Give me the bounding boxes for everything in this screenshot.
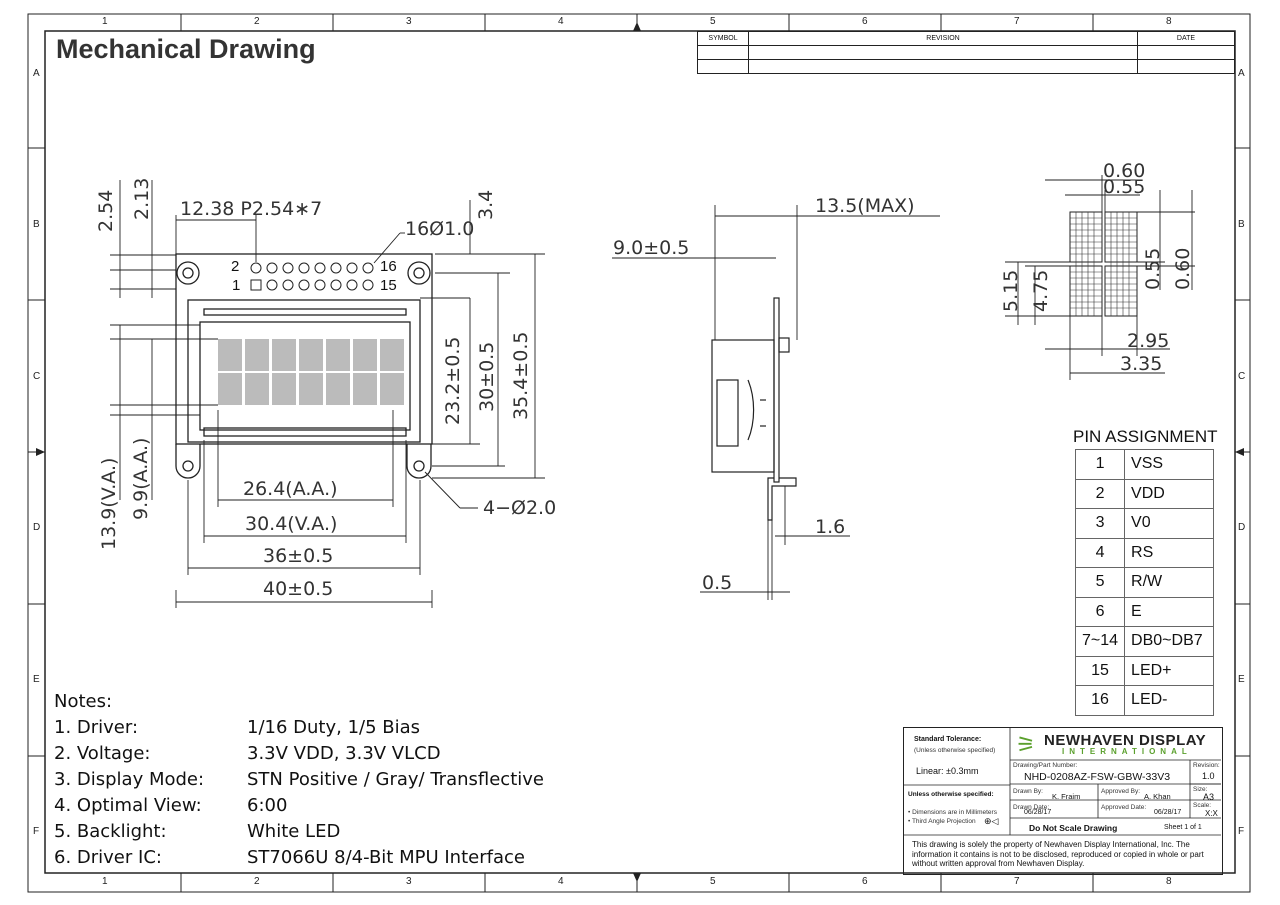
zone-row-e: E bbox=[33, 674, 40, 685]
dim-holes: 16Ø1.0 bbox=[405, 218, 475, 240]
dimensions-mm-note: • Dimensions are in Millimeters bbox=[908, 809, 997, 816]
note-value: ST7066U 8/4-Bit MPU Interface bbox=[247, 847, 525, 868]
approved-date-label: Approved Date: bbox=[1101, 804, 1147, 811]
note-key: 5. Backlight: bbox=[54, 821, 167, 842]
size-label: Size: bbox=[1193, 786, 1208, 793]
pin-signal: LED+ bbox=[1125, 656, 1214, 686]
zone-col-2: 2 bbox=[254, 16, 260, 27]
pin-row bbox=[1076, 450, 1214, 480]
zone-row-c: C bbox=[33, 371, 41, 382]
pin-signal: DB0~DB7 bbox=[1125, 627, 1214, 657]
pin-row bbox=[1076, 597, 1214, 627]
pin-number: 1 bbox=[1076, 450, 1125, 480]
size-value: A3 bbox=[1203, 792, 1215, 802]
dim-3-4: 3.4 bbox=[475, 189, 497, 220]
side-view-outline bbox=[712, 298, 796, 520]
revision-symbol-header: SYMBOL bbox=[698, 32, 749, 46]
dim-9-0: 9.0±0.5 bbox=[613, 237, 690, 259]
dim-body-width: 36±0.5 bbox=[263, 545, 334, 567]
pin-number: 2 bbox=[1076, 479, 1125, 509]
pin-label-1: 1 bbox=[232, 277, 241, 294]
disclaimer: This drawing is solely the property of Newhaven Display International, Inc. The information it contains is not to be disclosed, reproduced or copied in whole or part without written approval from Newhaven Display. bbox=[912, 840, 1204, 868]
pin-label-16: 16 bbox=[380, 258, 397, 275]
dim-35-4: 35.4±0.5 bbox=[510, 331, 532, 420]
scale-value: X:X bbox=[1205, 809, 1218, 818]
newhaven-logo-icon: ⚞ bbox=[1016, 732, 1036, 757]
pin-signal: V0 bbox=[1125, 509, 1214, 539]
dim-0-5: 0.5 bbox=[702, 572, 733, 594]
dim-0-60-top: 0.60 bbox=[1103, 160, 1146, 182]
notes-section bbox=[54, 689, 544, 871]
zone-col-8-bottom: 8 bbox=[1166, 876, 1172, 887]
dim-2-54: 2.54 bbox=[95, 189, 117, 232]
pin-signal: RS bbox=[1125, 538, 1214, 568]
zone-col-1: 1 bbox=[102, 16, 108, 27]
projection-symbol-icon: ⊕◁ bbox=[984, 816, 999, 826]
logo-sub-text: INTERNATIONAL bbox=[1062, 747, 1192, 756]
pin-signal: LED- bbox=[1125, 686, 1214, 716]
dim-2-95: 2.95 bbox=[1127, 330, 1170, 352]
title-block bbox=[903, 727, 1223, 875]
dim-30: 30±0.5 bbox=[476, 341, 498, 412]
projection-note: • Third Angle Projection bbox=[908, 818, 976, 825]
note-row bbox=[54, 845, 544, 871]
pin-number: 6 bbox=[1076, 597, 1125, 627]
note-value: White LED bbox=[247, 821, 341, 842]
dim-0-60-side: 0.60 bbox=[1172, 247, 1194, 290]
zone-row-d: D bbox=[33, 522, 41, 533]
revision-table bbox=[697, 31, 1235, 74]
note-value: 3.3V VDD, 3.3V VLCD bbox=[247, 743, 441, 764]
dim-va-height: 13.9(V.A.) bbox=[98, 457, 120, 550]
zone-col-1-bottom: 1 bbox=[102, 876, 108, 887]
revision-label: Revision: bbox=[1193, 762, 1220, 769]
note-key: 1. Driver: bbox=[54, 717, 139, 738]
pin-label-2: 2 bbox=[231, 258, 240, 275]
pin-row bbox=[1076, 568, 1214, 598]
dim-23-2: 23.2±0.5 bbox=[442, 336, 464, 425]
pin-number: 4 bbox=[1076, 538, 1125, 568]
pin-signal: E bbox=[1125, 597, 1214, 627]
zone-col-7: 7 bbox=[1014, 16, 1020, 27]
note-row bbox=[54, 741, 544, 767]
revision-value: 1.0 bbox=[1202, 771, 1215, 781]
approved-by: A. Khan bbox=[1144, 792, 1171, 801]
pin-row bbox=[1076, 538, 1214, 568]
drawn-by-label: Drawn By: bbox=[1013, 788, 1043, 795]
page-title: Mechanical Drawing bbox=[56, 34, 316, 64]
scale-label: Scale: bbox=[1193, 802, 1212, 809]
zone-col-4: 4 bbox=[558, 16, 564, 27]
pin-number: 7~14 bbox=[1076, 627, 1125, 657]
zone-col-2-bottom: 2 bbox=[254, 876, 260, 887]
side-dimension-lines bbox=[612, 205, 940, 600]
zone-row-b-right: B bbox=[1238, 219, 1245, 230]
drawn-by: K. Fraim bbox=[1052, 792, 1081, 801]
zone-row-b: B bbox=[33, 219, 40, 230]
tolerance-label: Standard Tolerance: bbox=[914, 736, 982, 743]
note-key: 2. Voltage: bbox=[54, 743, 151, 764]
note-value: 6:00 bbox=[247, 795, 288, 816]
dim-aa-height: 9.9(A.A.) bbox=[130, 437, 152, 520]
dim-5-15: 5.15 bbox=[1000, 269, 1022, 312]
dim-1-6: 1.6 bbox=[815, 516, 846, 538]
pin-row bbox=[1076, 479, 1214, 509]
pin-assignment-table bbox=[1075, 449, 1214, 716]
zone-row-f-right: F bbox=[1238, 826, 1245, 837]
zone-row-a: A bbox=[33, 68, 40, 79]
note-row bbox=[54, 767, 544, 793]
pin-number: 15 bbox=[1076, 656, 1125, 686]
zone-col-6: 6 bbox=[862, 16, 868, 27]
approved-by-label: Approved By: bbox=[1101, 788, 1141, 795]
pin-row bbox=[1076, 686, 1214, 716]
part-number-label: Drawing/Part Number: bbox=[1013, 762, 1078, 769]
note-key: 6. Driver IC: bbox=[54, 847, 162, 868]
part-number: NHD-0208AZ-FSW-GBW-33V3 bbox=[1024, 771, 1171, 783]
pin-assignment-title: PIN ASSIGNMENT bbox=[1073, 427, 1218, 446]
linear-tolerance: Linear: ±0.3mm bbox=[916, 766, 979, 776]
zone-col-3-bottom: 3 bbox=[406, 876, 412, 887]
note-key: 3. Display Mode: bbox=[54, 769, 205, 790]
notes-heading: Notes: bbox=[54, 691, 113, 712]
zone-col-3: 3 bbox=[406, 16, 412, 27]
dim-va-width: 30.4(V.A.) bbox=[245, 513, 338, 535]
dim-pcb-width: 40±0.5 bbox=[263, 578, 334, 600]
pin-signal: VSS bbox=[1125, 450, 1214, 480]
logo-main-text: NEWHAVEN DISPLAY bbox=[1044, 732, 1207, 749]
pin-signal: VDD bbox=[1125, 479, 1214, 509]
sheet-number: Sheet 1 of 1 bbox=[1164, 824, 1202, 831]
zone-row-d-right: D bbox=[1238, 522, 1246, 533]
pin-row bbox=[1076, 627, 1214, 657]
note-value: STN Positive / Gray/ Transflective bbox=[247, 769, 544, 790]
dim-0-55-side: 0.55 bbox=[1142, 247, 1164, 290]
dim-aa-width: 26.4(A.A.) bbox=[243, 478, 338, 500]
do-not-scale: Do Not Scale Drawing bbox=[1029, 823, 1118, 833]
lcd-character-cells bbox=[218, 339, 404, 405]
dim-4-75: 4.75 bbox=[1030, 269, 1052, 312]
dim-13-5-max: 13.5(MAX) bbox=[815, 195, 915, 217]
pin-row bbox=[1076, 509, 1214, 539]
pin-label-15: 15 bbox=[380, 277, 397, 294]
pin-header bbox=[251, 263, 373, 290]
drawn-date: 06/28/17 bbox=[1024, 809, 1052, 816]
pin-row bbox=[1076, 656, 1214, 686]
pin-number: 5 bbox=[1076, 568, 1125, 598]
dim-pitch: 12.38 P2.54∗7 bbox=[180, 198, 323, 220]
note-row bbox=[54, 715, 544, 741]
zone-row-c-right: C bbox=[1238, 371, 1246, 382]
zone-col-8: 8 bbox=[1166, 16, 1172, 27]
unless-specified: Unless otherwise specified: bbox=[908, 791, 994, 798]
zone-col-5-bottom: 5 bbox=[710, 876, 716, 887]
approved-date: 06/28/17 bbox=[1154, 809, 1182, 816]
zone-col-6-bottom: 6 bbox=[862, 876, 868, 887]
zone-col-7-bottom: 7 bbox=[1014, 876, 1020, 887]
dim-mount-holes: 4−Ø2.0 bbox=[483, 497, 557, 519]
dim-3-35: 3.35 bbox=[1120, 353, 1163, 375]
dim-0-55-top: 0.55 bbox=[1103, 176, 1146, 198]
pin-number: 3 bbox=[1076, 509, 1125, 539]
tolerance-note: (Unless otherwise specified) bbox=[914, 747, 996, 754]
note-row bbox=[54, 793, 544, 819]
zone-col-4-bottom: 4 bbox=[558, 876, 564, 887]
pin-number: 16 bbox=[1076, 686, 1125, 716]
zone-row-f: F bbox=[33, 826, 40, 837]
pin-signal: R/W bbox=[1125, 568, 1214, 598]
revision-date-header: DATE bbox=[1138, 32, 1235, 46]
zone-row-a-right: A bbox=[1238, 68, 1245, 79]
note-row bbox=[54, 819, 544, 845]
zone-col-5: 5 bbox=[710, 16, 716, 27]
note-value: 1/16 Duty, 1/5 Bias bbox=[247, 717, 421, 738]
revision-header: REVISION bbox=[749, 32, 1138, 46]
zone-row-e-right: E bbox=[1238, 674, 1245, 685]
drawn-date-label: Drawn Date: bbox=[1013, 804, 1050, 811]
note-key: 4. Optimal View: bbox=[54, 795, 202, 816]
dim-2-13: 2.13 bbox=[131, 177, 153, 220]
